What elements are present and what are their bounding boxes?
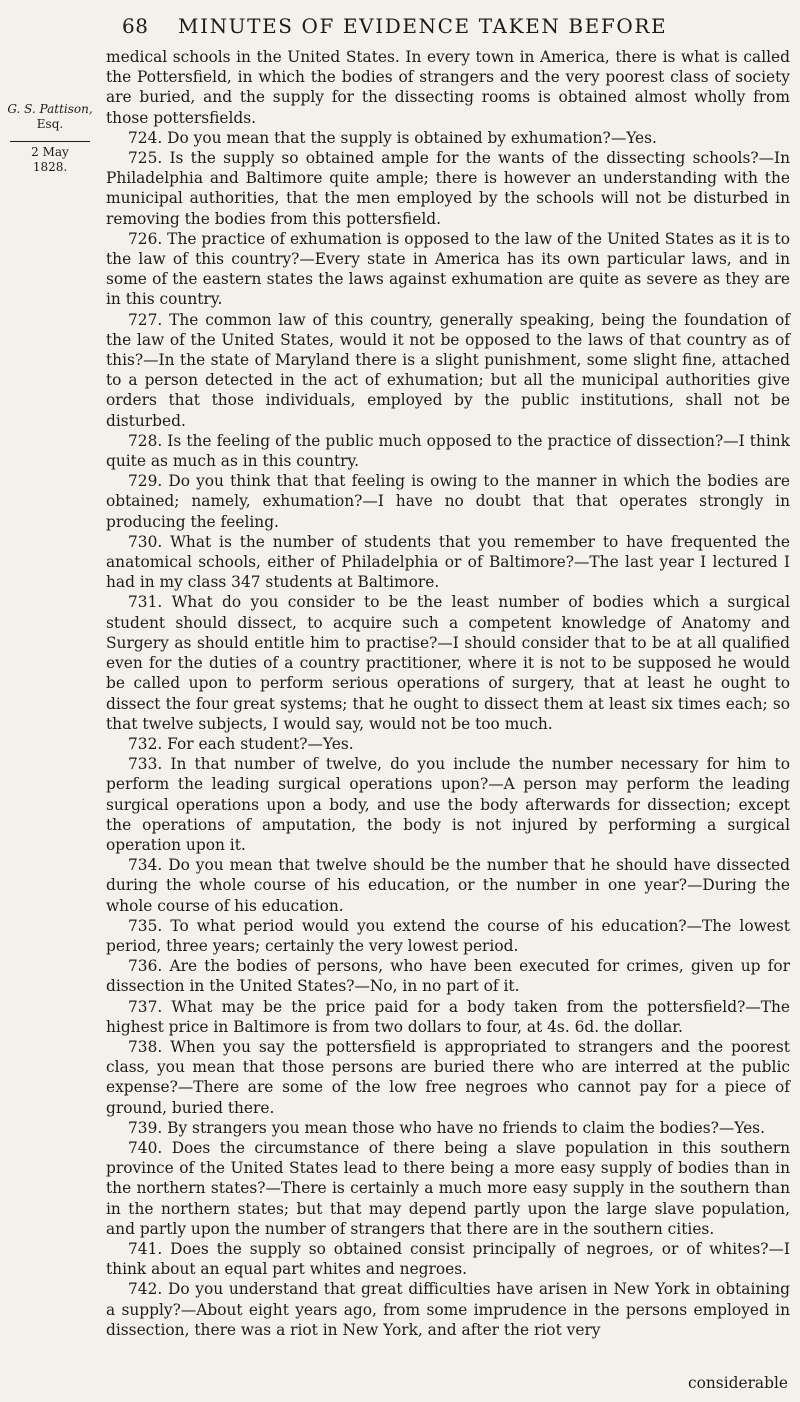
margin-note — [4, 102, 96, 175]
question-741: 741. Does the supply so obtained consist principally of negroes, or of whites?—I think about an equal part whites and negroes. — [106, 1239, 790, 1279]
date-year: 1828. — [32, 160, 68, 174]
question-738: 738. When you say the pottersfield is appropriated to strangers and the poorest class, you mean that those persons are buried there who are interred at the public expense?—There are some of the low free negroes who cannot pay for a piece of ground, buried there. — [106, 1037, 790, 1117]
question-736: 736. Are the bodies of persons, who have been executed for crimes, given up for dissection in the United States?—No, in no part of it. — [106, 957, 790, 996]
date-day: 2 May — [31, 145, 69, 159]
catchword: considerable — [688, 1374, 788, 1392]
running-head — [0, 10, 800, 40]
question-724: 724. Do you mean that the supply is obtained by exhumation?—Yes. — [128, 128, 657, 147]
question-731: 731. What do you consider to be the least number of bodies which a surgical student should dissect, to acquire such a competent knowledge of Anatomy and Surgery as should entitle him to practise?—I should consider that to be at all qualified even for the duties of a country practitioner, where it is not to be supposed he would be called upon to perform serious operations of surgery, that at least he ought to dissect the four great systems; that he ought to dissect them at least six times each; so that twelve subjects, I would say, would not be too much. — [106, 593, 790, 733]
question-733: 733. In that number of twelve, do you include the number necessary for him to perform the leading surgical operations upon?—A person may perform the leading surgical operations upon a body, and use the body afterwards for dissection; except the operations of amputation, the body is not injured by performing a surgical operation upon it. — [106, 755, 790, 854]
question-730: 730. What is the number of students that you remember to have frequented the anatomical schools, either of Philadelphia or of Baltimore?—The last year I lectured I had in my class 347 students at Baltimore. — [106, 532, 790, 592]
question-739: 739. By strangers you mean those who have no friends to claim the bodies?—Yes. — [128, 1118, 765, 1137]
question-742: 742. Do you understand that great difficulties have arisen in New York in obtaining a supply?—About eight years ago, from some imprudence in the persons employed in dissection, there was a riot in New York, and after the riot very — [106, 1280, 790, 1339]
question-740: 740. Does the circumstance of there being a slave population in this southern province of the United States lead to there being a more easy supply of bodies than in the northern states?—There is certainly a much more easy supply in the southern than in the northern states; but that may depend partly upon the large slave population, and partly upon the number of strangers that there are in the southern cities. — [106, 1138, 790, 1238]
question-729: 729. Do you think that that feeling is owing to the manner in which the bodies are obtained; namely, exhumation?—I have no doubt that that operates strongly in producing the feeling. — [106, 472, 790, 531]
question-728: 728. Is the feeling of the public much opposed to the practice of dissection?—I think quite as much as in this country. — [106, 431, 790, 471]
question-726: 726. The practice of exhumation is opposed to the law of the United States as it is to the law of this country?—Every state in America has its own particular laws, and in some of the eastern states the laws against exhumation are quite as severe as they are in this country. — [106, 229, 790, 309]
question-737: 737. What may be the price paid for a body taken from the pottersfield?—The highest price in Baltimore is from two dollars to four, at 4s. 6d. the dollar. — [106, 997, 790, 1036]
witness-name: G. S. Pattison, — [7, 102, 93, 116]
question-732: 732. For each student?—Yes. — [128, 734, 354, 753]
page-number: 68 — [122, 14, 149, 38]
witness-suffix: Esq. — [36, 117, 64, 131]
question-727: 727. The common law of this country, generally speaking, being the foundation of the law of the United States, would it not be opposed to the laws of that country as of this?—In the state of Maryland there is a slight punishment, some slight fine, attached to a person detected in the act of exhumation; but all the municipal authorities give orders that those individuals, employed by the public institutions, shall not be disturbed. — [106, 310, 790, 430]
margin-brace — [10, 132, 90, 142]
question-735: 735. To what period would you extend the course of his education?—The lowest period, three years; certainly the very lowest period. — [106, 916, 790, 955]
paragraph-continued: medical schools in the United States. In every town in America, there is what is called the Pottersfield, in which the bodies of strangers and the very poorest class of society are buried, and the supply for the dissecting rooms is obtained almost wholly from those pottersfields. — [106, 48, 790, 127]
question-734: 734. Do you mean that twelve should be the number that he should have dissected during the whole course of his education, or the number in one year?—During the whole course of his education. — [106, 856, 790, 915]
body-text — [106, 47, 790, 1340]
running-title: MINUTES OF EVIDENCE TAKEN BEFORE — [178, 14, 668, 38]
question-725: 725. Is the supply so obtained ample for the wants of the dissecting schools?—In Philadelphia and Baltimore quite ample; there is however an understanding with the municipal authorities, that the men employed by the schools will not be disturbed in removing the bodies from this pottersfield. — [106, 149, 790, 228]
